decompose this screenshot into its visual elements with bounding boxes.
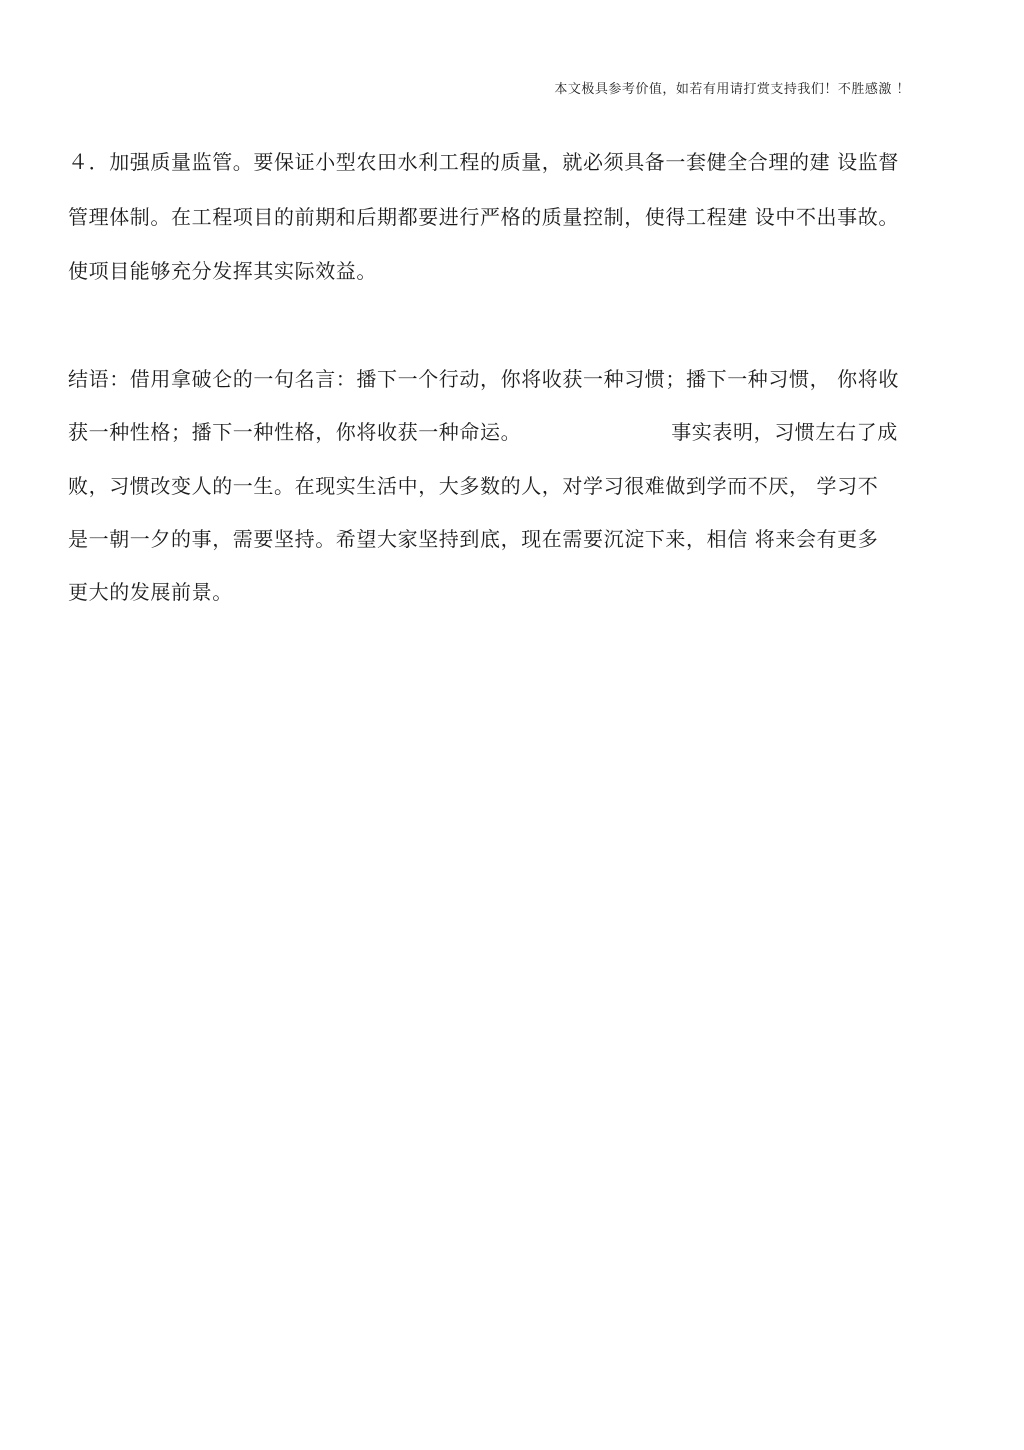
section4-line-1: ４．加强质量监管。要保证小型农田水利工程的质量，就必须具备一套健全合理的建 设监督 (68, 150, 899, 174)
section4-line-2: 管理体制。在工程项目的前期和后期都要进行严格的质量控制，使得工程建 设中不出事故。 (68, 205, 899, 229)
section4-line-3: 使项目能够充分发挥其实际效益。 (68, 259, 377, 283)
conclusion-line-2-part-a: 获一种性格；播下一种性格，你将收获一种命运。 (68, 420, 522, 444)
conclusion-line-3: 败，习惯改变人的一生。在现实生活中，大多数的人，对学习很难做到学而不厌， 学习不 (68, 474, 879, 498)
conclusion-line-2-part-b: 事实表明，习惯左右了成 (671, 420, 898, 444)
conclusion-line-1: 结语：借用拿破仑的一句名言：播下一个行动，你将收获一种习惯；播下一种习惯， 你将收 (68, 367, 899, 391)
conclusion-line-2 (68, 416, 898, 445)
conclusion-line-4: 是一朝一夕的事，需要坚持。希望大家坚持到底，现在需要沉淀下来，相信 将来会有更多 (68, 527, 879, 551)
conclusion-line-5: 更大的发展前景。 (68, 580, 233, 604)
header-note: 本文极具参考价值，如若有用请打赏支持我们！不胜感激 ！ (554, 82, 910, 97)
